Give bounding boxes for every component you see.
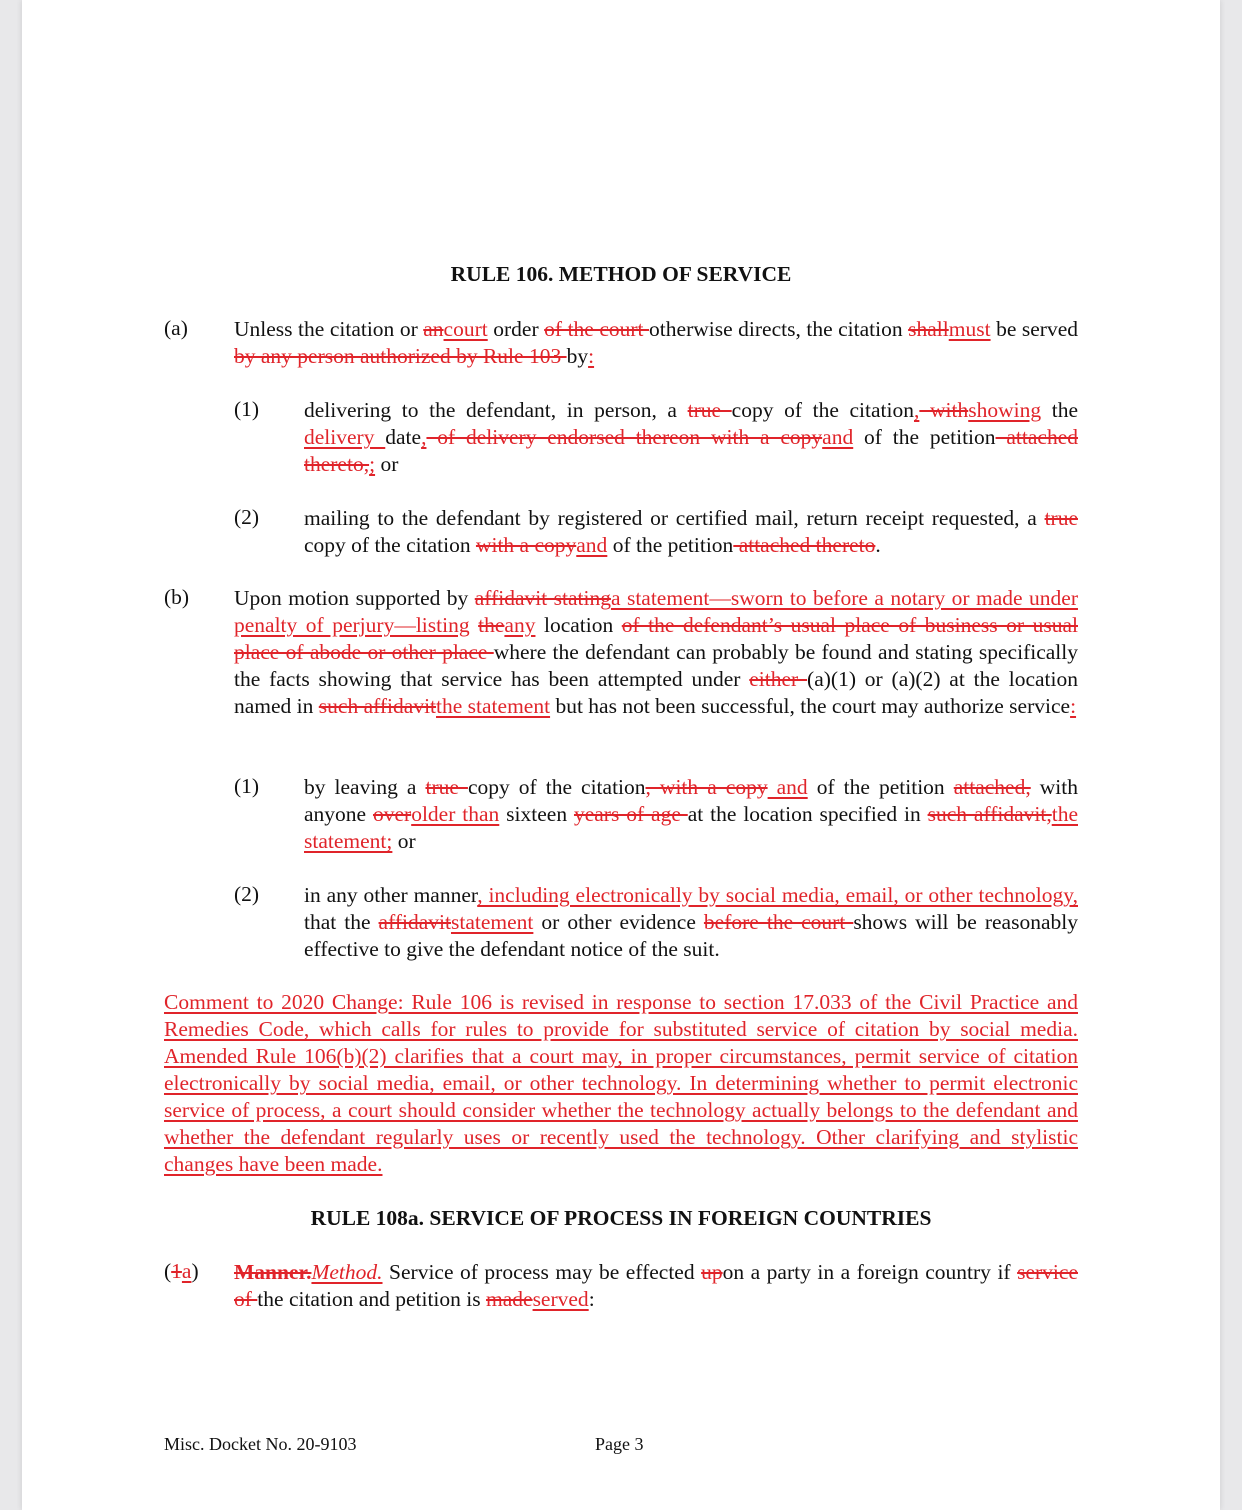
text-run: or other evidence — [533, 910, 704, 934]
inserted-text: statement — [450, 910, 534, 934]
document-page — [22, 0, 1220, 1510]
deleted-text: up — [701, 1260, 723, 1284]
text-run: of the petition — [607, 533, 734, 557]
footer-page-number: Page 3 — [595, 1434, 644, 1454]
text-run: delivering to the defendant, in person, a — [304, 398, 688, 422]
deleted-text: years of age — [573, 802, 688, 826]
inserted-text: delivery — [304, 425, 386, 449]
text-run: the — [1041, 398, 1078, 422]
subsection-b-text — [234, 585, 1078, 720]
text-run: location — [535, 613, 622, 637]
text-run: or — [392, 829, 416, 853]
text-run: of the petition — [807, 775, 954, 799]
inserted-text: and — [767, 775, 808, 799]
inserted-text: a statement—sworn to before a notary or made under penalty of perjury—listing — [234, 586, 1078, 637]
rule-108a-label — [164, 1259, 199, 1284]
item-b1-text — [304, 774, 1078, 855]
inserted-text: Method. — [311, 1260, 383, 1284]
deleted-text: affidavit — [378, 910, 451, 934]
deleted-text: such affidavit — [318, 694, 437, 718]
inserted-text: , — [421, 425, 427, 449]
text-run: be served — [990, 317, 1078, 341]
deleted-text: attached, — [953, 775, 1031, 799]
text-run: by — [566, 344, 589, 368]
text-run: sixteen — [499, 802, 574, 826]
inserted-text: , — [913, 398, 920, 422]
deleted-text: 1 — [171, 1259, 182, 1283]
inserted-text: and — [822, 425, 854, 449]
item-a2-label: (2) — [234, 505, 260, 529]
text-run: that the — [304, 910, 379, 934]
deleted-text: service of — [234, 1260, 1078, 1311]
inserted-text: and — [576, 533, 608, 557]
deleted-text: of delivery endorsed thereon with a copy — [426, 425, 823, 449]
deleted-text: affidavit stating — [474, 586, 611, 610]
footer-docket: Misc. Docket No. 20-9103 — [164, 1434, 357, 1454]
text-run: or — [375, 452, 399, 476]
inserted-text: must — [948, 317, 991, 341]
deleted-text: by any person authorized by Rule 103 — [234, 344, 567, 368]
item-b2-label: (2) — [234, 882, 260, 906]
text-run: by leaving a — [304, 775, 426, 799]
text-run: Service of process may be effected — [382, 1260, 702, 1284]
rule-106-heading: RULE 106. METHOD OF SERVICE — [450, 262, 792, 286]
text-run: of the petition — [853, 425, 996, 449]
inserted-text: : — [588, 344, 595, 368]
deleted-text: with — [919, 398, 969, 422]
deleted-text: the — [478, 613, 505, 637]
item-a1-label: (1) — [234, 397, 260, 421]
inserted-text: court — [443, 317, 488, 341]
inserted-text: older than — [411, 802, 500, 826]
deleted-text: shall — [908, 317, 949, 341]
inserted-text: the statement — [436, 694, 551, 718]
text-run: : — [588, 1287, 595, 1311]
inserted-text: any — [504, 613, 536, 637]
text-run: . — [875, 533, 881, 557]
inserted-text: a — [181, 1259, 192, 1283]
text-run: date — [385, 425, 422, 449]
deleted-text: with a copy — [475, 533, 577, 557]
deleted-text: such affidavit, — [927, 802, 1052, 826]
deleted-text: before the court — [703, 910, 854, 934]
text-run: order — [487, 317, 545, 341]
item-a1-text — [304, 397, 1078, 478]
deleted-text: attached thereto, — [304, 425, 1078, 476]
text-run: copy of the citation — [304, 533, 476, 557]
text-run — [470, 613, 479, 637]
paren: ) — [191, 1259, 199, 1283]
text-run: mailing to the defendant by registered or certified mail, return receipt requested, a — [304, 506, 1045, 530]
deleted-text: of the court — [544, 317, 650, 341]
text-run: but has not been successful, the court may authorize service — [550, 694, 1071, 718]
subsection-a-label: (a) — [164, 316, 188, 340]
text-run: Unless the citation or — [234, 317, 424, 341]
deleted-text: of the defendant’s usual place of business or usual place of abode or other place — [234, 613, 1078, 664]
subsection-b-label: (b) — [164, 585, 190, 609]
inserted-text: , including electronically by social media, email, or other technology, — [477, 883, 1078, 907]
deleted-text: attached thereto — [733, 533, 876, 557]
text-run: (a)(1) or (a)(2) at the location named in — [234, 667, 1078, 718]
text-run: Upon motion supported by — [234, 586, 475, 610]
deleted-text: made — [486, 1287, 533, 1311]
item-b2-text — [304, 882, 1078, 963]
inserted-text: the statement; — [304, 802, 1078, 853]
deleted-text: an — [423, 317, 444, 341]
deleted-text: true — [425, 775, 468, 799]
subsection-a-text — [234, 316, 1078, 370]
inserted-text: showing — [968, 398, 1042, 422]
text-run: copy of the citation — [731, 398, 914, 422]
item-a2-text — [304, 505, 1078, 559]
inserted-text: : — [1070, 694, 1077, 718]
inserted-text: served — [532, 1287, 589, 1311]
text-run: shows will be reasonably effective to give the defendant notice of the suit. — [304, 910, 1078, 961]
rule-108a-heading: RULE 108a. SERVICE OF PROCESS IN FOREIGN COUNTRIES — [310, 1206, 932, 1230]
text-run: on a party in a foreign country if — [722, 1260, 1018, 1284]
text-run: otherwise directs, the citation — [649, 317, 909, 341]
deleted-text: either — [749, 667, 808, 691]
text-run: at the location specified in — [687, 802, 928, 826]
text-run: with anyone — [304, 775, 1079, 826]
text-run: in any other manner — [304, 883, 478, 907]
deleted-text: true — [687, 398, 732, 422]
text-run: copy of the citation — [467, 775, 646, 799]
rule-108a-text — [234, 1259, 1078, 1313]
inserted-text: ; — [369, 452, 376, 476]
deleted-text: over — [372, 802, 412, 826]
comment-2020-change: Comment to 2020 Change: Rule 106 is revised in response to section 17.033 of the Civil Practice and Remedies Code, which calls for rules to provide for substituted service of citation by social media. Amended Rule 106(b)(2) clarifies that a court may, in proper circumstances, permit service of citation electronically by social media, email, or other technology. In determining whether to permit electronic service of process, a court should consider whether the technology actually belongs to the defendant and whether the defendant regularly uses or recently used the technology. Other clarifying and stylistic changes have been made. — [164, 990, 1078, 1176]
deleted-text: Manner. — [234, 1260, 312, 1284]
paren: ( — [164, 1259, 172, 1283]
deleted-text: true — [1044, 506, 1078, 530]
item-b1-label: (1) — [234, 774, 260, 798]
text-run: the citation and petition is — [257, 1287, 486, 1311]
text-run: where the defendant can probably be found and stating specifically the facts showing that service has been attempted under — [234, 640, 1078, 691]
deleted-text: , with a copy — [645, 775, 768, 799]
